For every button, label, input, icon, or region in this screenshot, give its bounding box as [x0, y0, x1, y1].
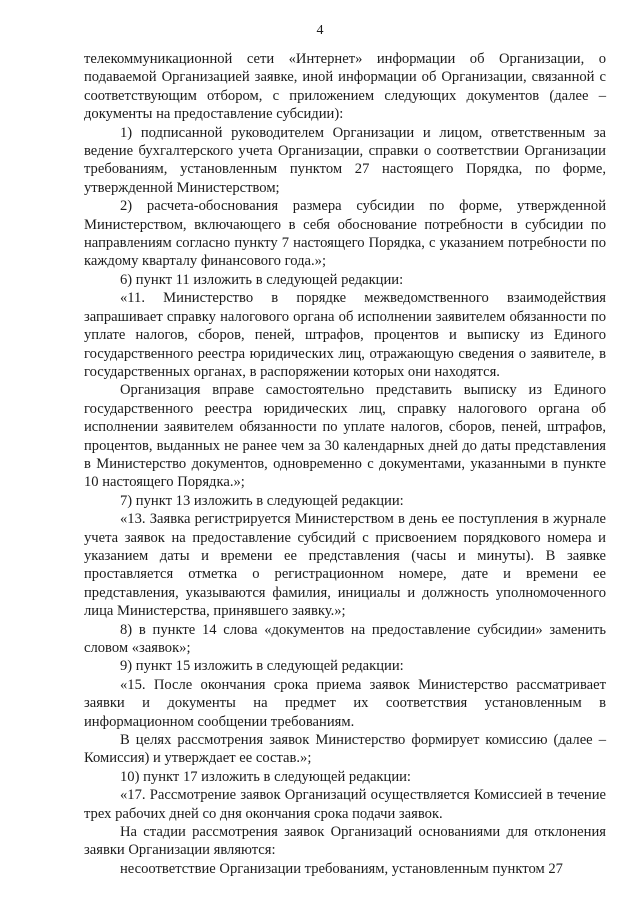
paragraph-6: Организация вправе самостоятельно представить выписку из Единого государственного реестра юридических лиц, справку налогового органа об исполнении заявителем обязанности по уплате налогов, сборов, пеней, штрафов, процентов, выданных не ранее чем за 30 календарных дней до даты представления в Министерство документов, одновременно с документами, указанными в пункте 10 настоящего Порядка.»;: [84, 382, 606, 491]
paragraph-10: 9) пункт 15 изложить в следующей редакции:: [120, 658, 404, 675]
paragraph-2: 1) подписанной руководителем Организации и лицом, ответственным за ведение бухгалтерского учета Организации, справки о соответствии Организации требованиям, установленным пунктом 27 настоящего Порядка, по форме, утвержденной Министерством;: [84, 124, 606, 196]
paragraph-11: «15. После окончания срока приема заявок Министерство рассматривает заявки и документы на предмет их соответствия установленным в информационном сообщении требованиям.: [84, 676, 606, 730]
paragraph-3: 2) расчета-обоснования размера субсидии по форме, утвержденной Министерством, включающего в себя обоснование потребности в субсидии по направлениям согласно пункту 7 настоящего Порядка, с указанием потребности по каждому кварталу финансового года.»;: [84, 198, 606, 270]
paragraph-1: телекоммуникационной сети «Интернет» информации об Организации, о подаваемой Организацией заявке, иной информации об Организации, связанной с соответствующим отбором, с приложением следующих документов (далее – документы на предоставление субсидии):: [84, 51, 606, 123]
paragraph-4: 6) пункт 11 изложить в следующей редакции:: [120, 271, 404, 288]
paragraph-13: 10) пункт 17 изложить в следующей редакции:: [120, 768, 411, 785]
paragraph-14: «17. Рассмотрение заявок Организаций осуществляется Комиссией в течение трех рабочих дней со дня окончания срока подачи заявок.: [84, 787, 606, 822]
paragraph-15: На стадии рассмотрения заявок Организаций основаниями для отклонения заявки Организации являются:: [84, 824, 606, 859]
paragraph-7: 7) пункт 13 изложить в следующей редакции:: [120, 492, 404, 509]
page-number: 4: [316, 23, 324, 38]
paragraph-16: несоответствие Организации требованиям, установленным пунктом 27: [120, 860, 563, 877]
paragraph-12: В целях рассмотрения заявок Министерство формирует комиссию (далее – Комиссия) и утверждает ее состав.»;: [84, 732, 606, 767]
document-body: [84, 50, 606, 878]
paragraph-8: «13. Заявка регистрируется Министерством в день ее поступления в журнале учета заявок на предоставление субсидий с присвоением порядкового номера и указанием даты и времени ее представления (часы и минуты). В заявке проставляется отметка о регистрационном номере, дате и времени ее представления, указываются фамилия, инициалы и должность уполномоченного лица Министерства, принявшего заявку.»;: [84, 511, 606, 620]
paragraph-9: 8) в пункте 14 слова «документов на предоставление субсидии» заменить словом «заявок»;: [84, 621, 606, 656]
paragraph-5: «11. Министерство в порядке межведомственного взаимодействия запрашивает справку налогового органа об исполнении заявителем обязанности по уплате налогов, сборов, пеней, штрафов, процентов и выписку из Единого государственного реестра юридических лиц, отражающую сведения о заявителе, в государственных органах, в распоряжении которых они находятся.: [84, 290, 606, 380]
